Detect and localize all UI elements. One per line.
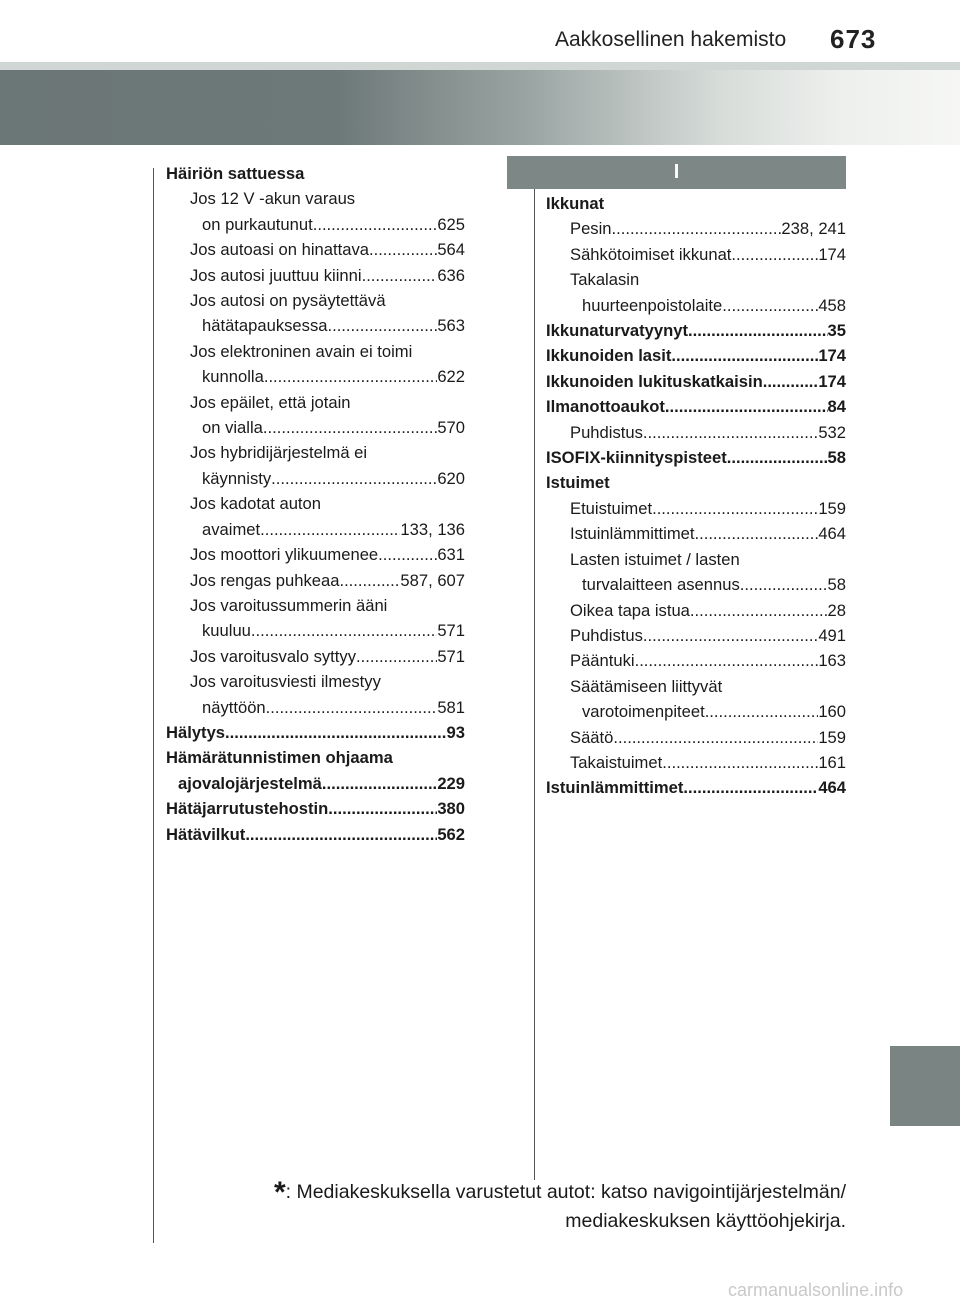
letter-heading: I xyxy=(507,156,846,189)
entry-term: Jos autosi juuttuu kiinni xyxy=(190,265,362,285)
entry-page-ref[interactable]: 587, 607 xyxy=(400,570,465,590)
index-entry xyxy=(166,720,465,745)
index-entry xyxy=(166,822,465,847)
entry-page-ref[interactable]: 160 xyxy=(818,702,846,722)
index-entry xyxy=(546,775,846,800)
entry-page-ref[interactable]: 35 xyxy=(827,321,846,341)
entry-term: kuuluu xyxy=(202,621,251,641)
index-subheading: Jos varoitussummerin ääni xyxy=(190,595,388,615)
index-entry xyxy=(166,263,465,288)
entry-page-ref[interactable]: 380 xyxy=(437,799,465,819)
entry-page-ref[interactable]: 562 xyxy=(437,824,465,844)
index-entry xyxy=(166,517,465,542)
entry-page-ref[interactable]: 163 xyxy=(818,651,846,671)
entry-page-ref[interactable]: 84 xyxy=(827,397,846,417)
dot-leader xyxy=(727,445,828,470)
index-entry xyxy=(546,216,846,241)
entry-term: Ikkunoiden lasit xyxy=(546,346,672,366)
index-subheading: Hämärätunnistimen ohjaama xyxy=(166,748,393,768)
dot-leader xyxy=(652,496,818,521)
entry-page-ref[interactable]: 571 xyxy=(437,621,465,641)
index-entry xyxy=(166,364,465,389)
entry-term: Hätävilkut xyxy=(166,824,246,844)
index-subheading: Jos varoitusviesti ilmestyy xyxy=(190,672,381,692)
dot-leader xyxy=(731,242,818,267)
dot-leader xyxy=(683,775,818,800)
index-subheading: Istuimet xyxy=(546,473,610,493)
index-entry xyxy=(546,242,846,267)
entry-term: Oikea tapa istua xyxy=(570,600,690,620)
entry-term: Pääntuki xyxy=(570,651,635,671)
index-entry xyxy=(546,598,846,623)
entry-term: Puhdistus xyxy=(570,625,643,645)
index-entry xyxy=(546,521,846,546)
index-entry xyxy=(546,394,846,419)
entry-page-ref[interactable]: 458 xyxy=(818,295,846,315)
index-entry xyxy=(546,293,846,318)
entry-page-ref[interactable]: 174 xyxy=(818,346,846,366)
footnote-line-1 xyxy=(226,1178,846,1207)
entry-term: Hälytys xyxy=(166,722,226,742)
entry-term: Ilmanottoaukot xyxy=(546,397,665,417)
entry-term: Säätö xyxy=(570,727,614,747)
dot-leader xyxy=(339,568,400,593)
dot-leader xyxy=(635,648,819,673)
index-subheading: Takalasin xyxy=(570,270,640,290)
index-entry xyxy=(166,568,465,593)
entry-term: ISOFIX-kiinnityspisteet xyxy=(546,448,727,468)
entry-term: hätätapauksessa xyxy=(202,316,328,336)
footnote xyxy=(226,1178,846,1235)
entry-page-ref[interactable]: 161 xyxy=(818,752,846,772)
index-subheading: Ikkunat xyxy=(546,194,605,213)
index-entry xyxy=(166,415,465,440)
index-entry xyxy=(546,699,846,724)
index-entry xyxy=(546,572,846,597)
index-entry xyxy=(166,313,465,338)
entry-page-ref[interactable]: 563 xyxy=(437,316,465,336)
dot-leader xyxy=(264,364,437,389)
dot-leader xyxy=(688,318,828,343)
dot-leader xyxy=(328,796,437,821)
entry-page-ref[interactable]: 622 xyxy=(437,367,465,387)
entry-term: Ikkunoiden lukituskatkaisin xyxy=(546,371,763,391)
dot-leader xyxy=(362,263,438,288)
index-entry xyxy=(166,644,465,669)
index-entry xyxy=(546,496,846,521)
index-entry xyxy=(546,343,846,368)
index-entry xyxy=(166,237,465,262)
entry-page-ref[interactable]: 491 xyxy=(818,625,846,645)
entry-page-ref[interactable]: 571 xyxy=(437,646,465,666)
entry-term: Sähkötoimiset ikkunat xyxy=(570,244,732,264)
entry-term: Jos autoasi on hinattava xyxy=(190,240,369,260)
entry-term: Takaistuimet xyxy=(570,752,663,772)
index-entry xyxy=(166,618,465,643)
entry-term: Jos varoitusvalo syttyy xyxy=(190,646,356,666)
entry-page-ref[interactable]: 159 xyxy=(818,498,846,518)
entry-term: Ikkunaturvatyynyt xyxy=(546,321,689,341)
watermark: carmanualsonline.info xyxy=(728,1280,904,1300)
dot-leader xyxy=(763,369,819,394)
index-entry xyxy=(166,796,465,821)
dot-leader xyxy=(369,237,437,262)
dot-leader xyxy=(722,293,818,318)
index-entry xyxy=(166,695,465,720)
index-entry xyxy=(546,648,846,673)
entry-term: on vialla xyxy=(202,418,263,438)
header-banner xyxy=(0,70,960,145)
entry-term: Etuistuimet xyxy=(570,498,653,518)
entry-term: on purkautunut xyxy=(202,214,313,234)
index-subheading: Jos kadotat auton xyxy=(190,494,321,514)
left-margin-rule xyxy=(153,168,154,1243)
page-header xyxy=(0,0,960,62)
entry-term: Hätäjarrutustehostin xyxy=(166,799,329,819)
entry-term: Pesin xyxy=(570,219,612,239)
entry-term: kunnolla xyxy=(202,367,264,387)
index-subheading: Säätämiseen liittyvät xyxy=(570,676,723,696)
entry-term: Jos rengas puhkeaa xyxy=(190,570,340,590)
entry-term: Jos moottori ylikuumenee xyxy=(190,545,379,565)
dot-leader xyxy=(662,750,818,775)
index-entry xyxy=(166,212,465,237)
entry-page-ref[interactable]: 636 xyxy=(437,265,465,285)
footnote-marker: * xyxy=(273,1176,286,1209)
entry-term: Istuinlämmittimet xyxy=(570,524,695,544)
entry-page-ref[interactable]: 581 xyxy=(437,697,465,717)
index-entry xyxy=(546,420,846,445)
entry-term: avaimet xyxy=(202,519,261,539)
dot-leader xyxy=(740,572,828,597)
entry-page-ref[interactable]: 464 xyxy=(818,524,846,544)
dot-leader xyxy=(263,415,437,440)
entry-page-ref[interactable]: 625 xyxy=(437,214,465,234)
dot-leader xyxy=(266,695,438,720)
entry-page-ref[interactable]: 133, 136 xyxy=(400,519,465,539)
entry-term: näyttöön xyxy=(202,697,266,717)
index-subheading: Jos elektroninen avain ei toimi xyxy=(190,341,413,361)
entry-page-ref[interactable]: 464 xyxy=(818,778,846,798)
entry-page-ref[interactable]: 93 xyxy=(446,722,465,742)
footnote-text-1: : Mediakeskuksella varustetut autot: katso navigointijärjestelmän/ xyxy=(285,1181,846,1203)
dot-leader xyxy=(245,822,437,847)
footnote-text-2: mediakeskuksen käyttöohjekirja. xyxy=(565,1210,846,1232)
entry-page-ref[interactable]: 28 xyxy=(827,600,846,620)
entry-term: ajovalojärjestelmä xyxy=(178,773,322,793)
index-subheading: Häiriön sattuessa xyxy=(166,164,305,183)
entry-page-ref[interactable]: 174 xyxy=(818,244,846,264)
dot-leader xyxy=(251,618,437,643)
dot-leader xyxy=(313,212,438,237)
dot-leader xyxy=(271,466,437,491)
entry-page-ref[interactable]: 631 xyxy=(437,545,465,565)
index-entry xyxy=(546,318,846,343)
index-subheading: Jos hybridijärjestelmä ei xyxy=(190,443,368,463)
index-subheading: Jos 12 V -akun varaus xyxy=(190,189,356,209)
dot-leader xyxy=(643,623,818,648)
index-entry xyxy=(166,771,465,796)
entry-page-ref[interactable]: 58 xyxy=(827,575,846,595)
entry-term: käynnisty xyxy=(202,468,272,488)
dot-leader xyxy=(327,313,437,338)
dot-leader xyxy=(694,521,818,546)
index-thumb-tab xyxy=(890,1046,960,1126)
dot-leader xyxy=(225,720,446,745)
dot-leader xyxy=(612,216,782,241)
entry-term: Puhdistus xyxy=(570,422,643,442)
dot-leader xyxy=(260,517,400,542)
entry-page-ref[interactable]: 532 xyxy=(818,422,846,442)
index-entry xyxy=(546,750,846,775)
entry-page-ref[interactable]: 174 xyxy=(818,371,846,391)
entry-page-ref[interactable]: 564 xyxy=(437,240,465,260)
entry-page-ref[interactable]: 229 xyxy=(437,773,465,793)
dot-leader xyxy=(356,644,437,669)
entry-page-ref[interactable]: 620 xyxy=(437,468,465,488)
entry-page-ref[interactable]: 238, 241 xyxy=(781,219,846,239)
entry-page-ref[interactable]: 58 xyxy=(827,448,846,468)
header-divider xyxy=(0,62,960,70)
index-subheading: Jos autosi on pysäytettävä xyxy=(190,291,386,311)
index-column-right xyxy=(546,191,846,801)
page-number: 673 xyxy=(830,24,877,54)
entry-term: turvalaitteen asennus xyxy=(582,575,740,595)
dot-leader xyxy=(322,771,437,796)
index-subheading: Lasten istuimet / lasten xyxy=(570,549,740,569)
column-divider xyxy=(534,156,535,1180)
entry-page-ref[interactable]: 159 xyxy=(818,727,846,747)
entry-term: varotoimenpiteet xyxy=(582,702,705,722)
index-entry xyxy=(546,623,846,648)
dot-leader xyxy=(378,542,437,567)
entry-page-ref[interactable]: 570 xyxy=(437,418,465,438)
index-entry xyxy=(166,466,465,491)
dot-leader xyxy=(671,343,818,368)
index-entry xyxy=(546,445,846,470)
dot-leader xyxy=(705,699,819,724)
index-entry xyxy=(166,542,465,567)
dot-leader xyxy=(613,725,818,750)
dot-leader xyxy=(643,420,818,445)
dot-leader xyxy=(665,394,828,419)
section-title: Aakkosellinen hakemisto xyxy=(555,28,787,51)
index-subheading: Jos epäilet, että jotain xyxy=(190,392,351,412)
index-column-left xyxy=(166,161,465,847)
entry-term: huurteenpoistolaite xyxy=(582,295,723,315)
dot-leader xyxy=(690,598,828,623)
index-entry xyxy=(546,369,846,394)
index-entry xyxy=(546,725,846,750)
entry-term: Istuinlämmittimet xyxy=(546,778,684,798)
